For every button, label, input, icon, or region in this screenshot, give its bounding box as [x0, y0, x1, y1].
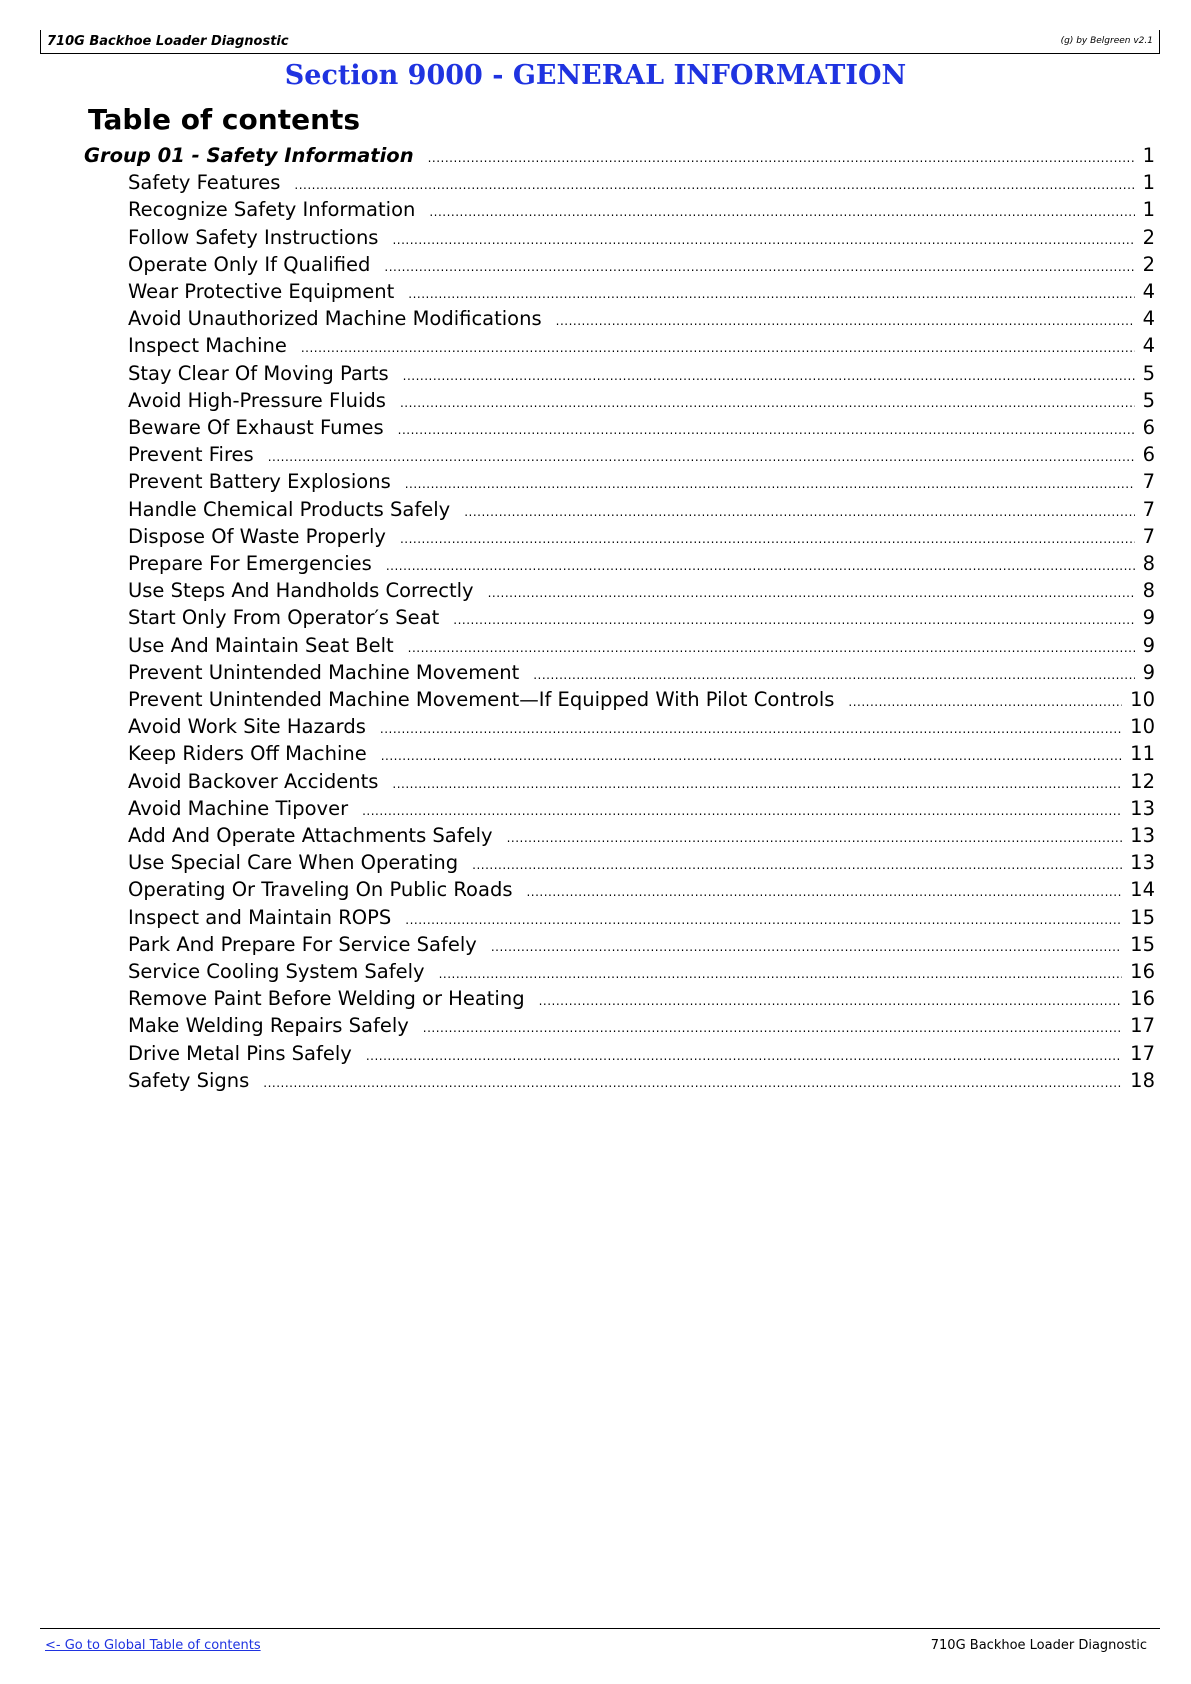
toc-entry[interactable]	[128, 579, 1155, 608]
dot-leader	[384, 260, 1134, 274]
header-doc-title: 710G Backhoe Loader Diagnostic	[47, 34, 289, 49]
toc-entry-page: 9	[1142, 660, 1155, 684]
toc-entry[interactable]	[128, 443, 1155, 472]
toc-entry-label: Prevent Fires	[128, 443, 254, 467]
toc-entry[interactable]	[128, 987, 1155, 1016]
toc-entry-page: 10	[1130, 688, 1155, 711]
dot-leader	[423, 1021, 1122, 1035]
section-title: Section 9000 - GENERAL INFORMATION	[284, 60, 907, 91]
toc-entry[interactable]	[128, 253, 1155, 282]
dot-leader	[491, 940, 1122, 954]
toc-entry-page: 10	[1130, 715, 1155, 739]
toc-entry-page: 17	[1130, 1014, 1155, 1038]
toc-entry[interactable]	[128, 1042, 1155, 1071]
toc-entry-label: Avoid Work Site Hazards	[128, 715, 366, 739]
dot-leader	[533, 668, 1134, 682]
toc-entry-label: Handle Chemical Products Safely	[128, 497, 451, 521]
toc-entry-page: 1	[1142, 198, 1155, 222]
toc-entry[interactable]	[128, 389, 1155, 418]
toc-entry-page: 9	[1142, 606, 1155, 630]
toc-entry[interactable]	[128, 770, 1155, 799]
toc-entry[interactable]	[128, 878, 1155, 907]
dot-leader	[380, 722, 1122, 736]
toc-entry-page: 4	[1142, 307, 1155, 331]
toc-entry-label: Safety Signs	[128, 1068, 250, 1092]
toc-entry[interactable]	[128, 226, 1155, 255]
toc-entry[interactable]	[128, 688, 1155, 717]
dot-leader	[405, 477, 1135, 491]
toc-entry[interactable]	[128, 960, 1155, 989]
toc-entry[interactable]	[128, 906, 1155, 935]
dot-leader	[400, 532, 1135, 546]
toc-entry-page: 4	[1142, 334, 1155, 358]
toc-entry[interactable]	[128, 1069, 1155, 1098]
toc-entry-label: Prevent Unintended Machine Movement	[128, 660, 520, 684]
toc-entry-label: Avoid Backover Accidents	[128, 769, 379, 793]
toc-entry-page: 14	[1130, 878, 1155, 902]
dot-leader	[263, 1076, 1122, 1090]
toc-entry-page: 13	[1130, 796, 1155, 820]
dot-leader	[381, 749, 1122, 763]
header-credit: (g) by Belgreen v2.1	[1060, 36, 1153, 46]
dot-leader	[488, 586, 1135, 600]
page-header	[40, 30, 1160, 54]
dot-leader	[301, 341, 1135, 355]
toc-entry-page: 6	[1142, 443, 1155, 467]
toc-entry-label: Use Steps And Handholds Correctly	[128, 579, 474, 603]
toc-entry-page: 6	[1142, 416, 1155, 439]
toc-entry-label: Follow Safety Instructions	[128, 225, 379, 249]
toc-entry-label: Inspect and Maintain ROPS	[128, 905, 392, 929]
toc-entry-page: 8	[1142, 552, 1155, 575]
toc-entry[interactable]	[128, 334, 1155, 363]
dot-leader	[453, 613, 1134, 627]
toc-entry-page: 2	[1142, 252, 1155, 276]
toc-entry[interactable]	[128, 171, 1155, 200]
toc-entry-label: Remove Paint Before Welding or Heating	[128, 987, 525, 1011]
toc-entry[interactable]	[128, 470, 1155, 499]
toc-entry-page: 13	[1130, 824, 1155, 847]
toc-entry-page: 13	[1130, 851, 1155, 875]
toc-entry[interactable]	[128, 307, 1155, 336]
toc-entry[interactable]	[128, 362, 1155, 391]
toc-entry-page: 7	[1142, 524, 1155, 548]
dot-leader	[294, 178, 1134, 192]
dot-leader	[507, 831, 1123, 845]
toc-entry-label: Drive Metal Pins Safely	[128, 1041, 352, 1065]
dot-leader	[386, 559, 1135, 573]
toc-entry-label: Service Cooling System Safely	[128, 960, 425, 983]
toc-entry-label: Start Only From Operator′s Seat	[128, 606, 440, 630]
dot-leader	[526, 885, 1122, 899]
toc-entry-label: Inspect Machine	[128, 334, 287, 358]
toc-entry[interactable]	[128, 525, 1155, 554]
dot-leader	[556, 314, 1135, 328]
toc-heading: Table of contents	[88, 103, 361, 136]
toc-entry[interactable]	[128, 742, 1155, 771]
toc-entry-label: Avoid High-Pressure Fluids	[128, 388, 386, 412]
toc-entry-label: Use And Maintain Seat Belt	[128, 633, 394, 657]
toc-entry-page: 15	[1130, 932, 1155, 956]
toc-entry-page: 15	[1130, 905, 1155, 929]
toc-entry-page: 7	[1142, 470, 1155, 494]
toc-entry-label: Operating Or Traveling On Public Roads	[128, 878, 513, 902]
toc-entry-label: Beware Of Exhaust Fumes	[128, 416, 384, 439]
toc-entry-label: Use Special Care When Operating	[128, 851, 459, 875]
toc-entry-label: Prevent Battery Explosions	[128, 470, 391, 494]
toc-entry[interactable]	[128, 416, 1155, 445]
toc-entry-page: 17	[1130, 1041, 1155, 1065]
toc-entry-label: Wear Protective Equipment	[128, 280, 395, 303]
toc-entry[interactable]	[128, 715, 1155, 744]
toc-entry-label: Prevent Unintended Machine Movement—If Equipped With Pilot Controls	[128, 688, 835, 711]
toc-entry[interactable]	[128, 552, 1155, 581]
toc-entry-label: Add And Operate Attachments Safely	[128, 824, 493, 847]
footer-divider	[40, 1628, 1160, 1629]
dot-leader	[472, 858, 1122, 872]
dot-leader	[539, 994, 1123, 1008]
toc-entry[interactable]	[128, 1014, 1155, 1043]
toc-group-entry[interactable]	[84, 144, 1155, 173]
toc-entry-page: 4	[1142, 280, 1155, 303]
toc-entry-page: 16	[1130, 960, 1155, 983]
toc-entry[interactable]	[128, 634, 1155, 663]
dot-leader	[366, 1049, 1122, 1063]
dot-leader	[398, 423, 1135, 437]
dot-leader	[400, 396, 1135, 410]
dot-leader	[403, 369, 1135, 383]
toc-group-page: 1	[1142, 144, 1155, 167]
toc-entry-label: Operate Only If Qualified	[128, 252, 371, 276]
toc-entry-label: Safety Features	[128, 171, 281, 195]
toc-entry[interactable]	[128, 606, 1155, 635]
toc-entry[interactable]	[128, 824, 1155, 853]
toc-entry[interactable]	[128, 661, 1155, 690]
toc-entry-page: 16	[1130, 987, 1155, 1011]
toc-entry-label: Keep Riders Off Machine	[128, 742, 367, 766]
toc-entry-label: Make Welding Repairs Safely	[128, 1014, 409, 1038]
toc-entry-page: 9	[1142, 633, 1155, 657]
dot-leader	[428, 151, 1135, 165]
toc-entry-page: 5	[1142, 361, 1155, 385]
dot-leader	[362, 804, 1122, 818]
dot-leader	[408, 641, 1135, 655]
toc-entry-page: 12	[1130, 769, 1155, 793]
toc-entry-page: 11	[1130, 742, 1155, 766]
toc-entry-label: Recognize Safety Information	[128, 198, 416, 222]
toc-group-label: Group 01 - Safety Information	[84, 144, 414, 167]
toc-entry-label: Prepare For Emergencies	[128, 552, 372, 575]
dot-leader	[392, 777, 1122, 791]
dot-leader	[268, 450, 1135, 464]
toc-entry-page: 1	[1142, 171, 1155, 195]
toc-entry-label: Stay Clear Of Moving Parts	[128, 361, 389, 385]
dot-leader	[405, 913, 1122, 927]
dot-leader	[408, 287, 1134, 301]
toc-entry-label: Dispose Of Waste Properly	[128, 524, 386, 548]
toc-entry[interactable]	[128, 851, 1155, 880]
dot-leader	[848, 695, 1122, 709]
toc-entry-page: 18	[1130, 1068, 1155, 1092]
toc-entry[interactable]	[128, 797, 1155, 826]
toc-entry[interactable]	[128, 933, 1155, 962]
dot-leader	[439, 967, 1123, 981]
toc-entry-page: 5	[1142, 388, 1155, 412]
toc-entry[interactable]	[128, 280, 1155, 309]
toc-entry-page: 2	[1142, 225, 1155, 249]
toc-entry-label: Avoid Machine Tipover	[128, 796, 349, 820]
dot-leader	[429, 205, 1134, 219]
dot-leader	[464, 505, 1134, 519]
toc-entry-page: 8	[1142, 579, 1155, 603]
toc-entry[interactable]	[128, 498, 1155, 527]
toc-entry-label: Park And Prepare For Service Safely	[128, 932, 477, 956]
toc-entry-page: 7	[1142, 497, 1155, 521]
toc-entry-label: Avoid Unauthorized Machine Modifications	[128, 307, 542, 331]
global-toc-link[interactable]: <- Go to Global Table of contents	[45, 1638, 261, 1653]
footer-doc-title: 710G Backhoe Loader Diagnostic	[930, 1638, 1147, 1653]
dot-leader	[392, 233, 1134, 247]
toc-entry[interactable]	[128, 198, 1155, 227]
